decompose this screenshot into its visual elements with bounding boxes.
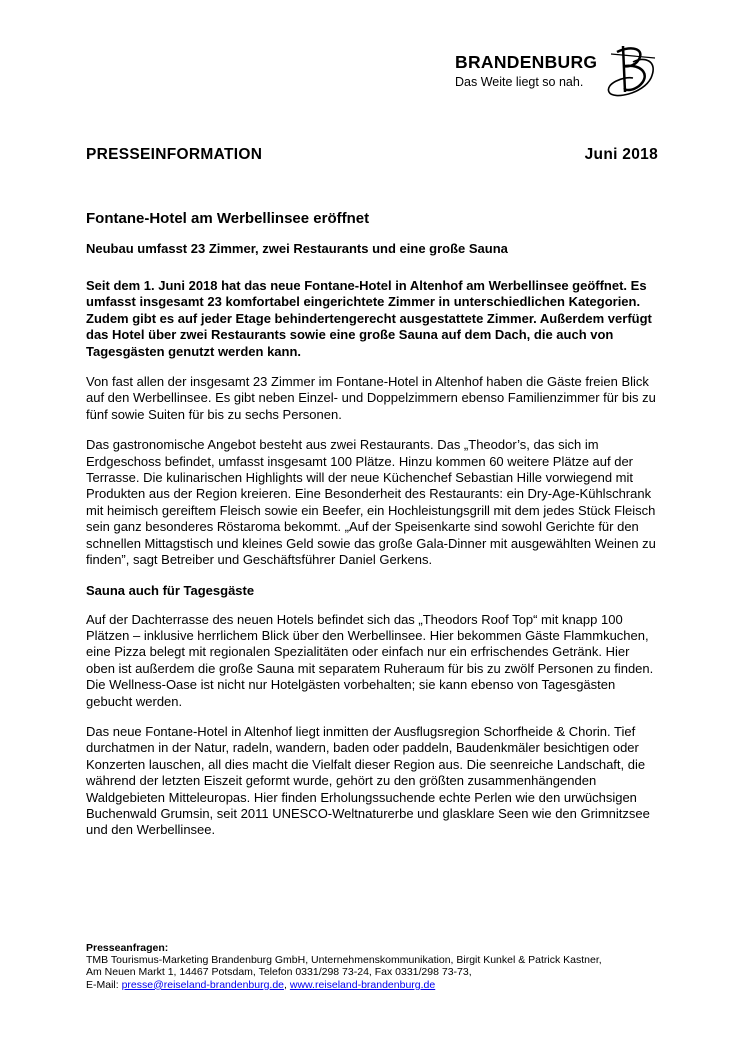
- logo-tagline: Das Weite liegt so nah.: [455, 75, 584, 89]
- lead-paragraph: Seit dem 1. Juni 2018 hat das neue Fontane-Hotel in Altenhof am Werbellinsee geöffnet. Es umfasst insgesamt 23 komfortabel eingerichtete Zimmer in unterschiedlichen Kategorien. Zudem gibt es auf jeder Etage behindertengerecht ausgestattete Zimmer. Außerdem verfügt das Hotel über zwei Restaurants sowie eine große Sauna auf dem Dach, die auch von Tagesgästen genutzt werden kann.: [86, 278, 652, 359]
- email-label: E-Mail:: [86, 978, 122, 991]
- press-contact-heading: Presseanfragen:: [86, 942, 169, 954]
- headline: Fontane-Hotel am Werbellinsee eröffnet: [86, 210, 370, 227]
- document-date: Juni 2018: [584, 146, 658, 163]
- brandenburg-logo: [455, 50, 665, 105]
- website-link[interactable]: www.reiseland-brandenburg.de: [289, 978, 436, 991]
- section-heading: Sauna auch für Tagesgäste: [86, 582, 255, 598]
- subheadline: Neubau umfasst 23 Zimmer, zwei Restaurants und eine große Sauna: [86, 241, 508, 256]
- paragraph: Das gastronomische Angebot besteht aus zwei Restaurants. Das „Theodor’s, das sich im Erdgeschoss befindet, umfasst insgesamt 100 Plätze. Hinzu kommen 60 weitere Plätze auf der Terrasse. Die kulinarischen Highlights will der neue Küchenchef Sebastian Hille vorwiegend mit Produkten aus der Region kreieren. Eine Besonderheit des Restaurants: ein Dry-Age-Kühlschrank mit heimisch gereiftem Fleisch sowie ein Beefer, ein Hochleistungsgrill mit dem jedes Stück Fleisch sein ganz besonderes Röstaroma bekommt. „Auf der Speisenkarte sind sowohl Gerichte für den schnellen Mittagstisch und kleines Geld sowie das große Gala-Dinner mit ausgewählten Weinen zu finden”, sagt Betreiber und Geschäftsführer Daniel Gerkens.: [86, 437, 656, 568]
- logo-name: BRANDENBURG: [455, 52, 598, 72]
- separator: ,: [284, 978, 290, 991]
- paragraph: Auf der Dachterrasse des neuen Hotels befindet sich das „Theodors Roof Top“ mit knapp 100 Plätzen – inklusive herrlichem Blick über den Werbellinsee. Hier bekommen Gäste Flammkuchen, eine Pizza belegt mit regionalen Spezialitäten oder einfach nur ein erfrischendes Getränk. Hier oben ist außerdem die große Sauna mit separatem Ruheraum für bis zu zwölf Personen zu finden. Die Wellness-Oase ist nicht nur Hotelgästen vorbehalten; sie kann ebenso von Tagesgästen gebucht werden.: [86, 611, 654, 709]
- email-link[interactable]: presse@reiseland-brandenburg.de: [121, 978, 285, 991]
- press-release: [86, 146, 658, 853]
- paragraph: Das neue Fontane-Hotel in Altenhof liegt inmitten der Ausflugsregion Schorfheide & Chorin. Tief durchatmen in der Natur, radeln, wandern, baden oder paddeln, Baudenkmäler besichtigen oder Konzerten lauschen, all dies macht die Vielfalt dieser Region aus. Die seenreiche Landschaft, die während der letzten Eiszeit geformt wurde, gehört zu den größten zusammenhängenden Waldgebieten Mitteleuropas. Hier finden Erholungssuchende echte Perlen wie den urwüchsigen Buchenwald Grumsin, seit 2011 UNESCO-Weltnaturerbe und glasklare Seen wie den Grimnitzsee und den Werbellinsee.: [86, 723, 650, 838]
- press-contact: [86, 942, 686, 991]
- document-type: PRESSEINFORMATION: [86, 146, 263, 163]
- contact-line: TMB Tourismus-Marketing Brandenburg GmbH, Unternehmenskommunikation, Birgit Kunkel & Patrick Kastner,: [86, 954, 602, 967]
- brandenburg-b-emblem-icon: [603, 42, 663, 104]
- contact-line: Am Neuen Markt 1, 14467 Potsdam, Telefon 0331/298 73-24, Fax 0331/298 73-73,: [86, 966, 472, 979]
- paragraph: Von fast allen der insgesamt 23 Zimmer im Fontane-Hotel in Altenhof haben die Gäste freien Blick auf den Werbellinsee. Es gibt neben Einzel- und Doppelzimmern ebenso Familienzimmer für bis zu fünf sowie Suiten für bis zu sechs Personen.: [86, 374, 656, 422]
- contact-links: [86, 979, 686, 991]
- document-header: [86, 146, 658, 164]
